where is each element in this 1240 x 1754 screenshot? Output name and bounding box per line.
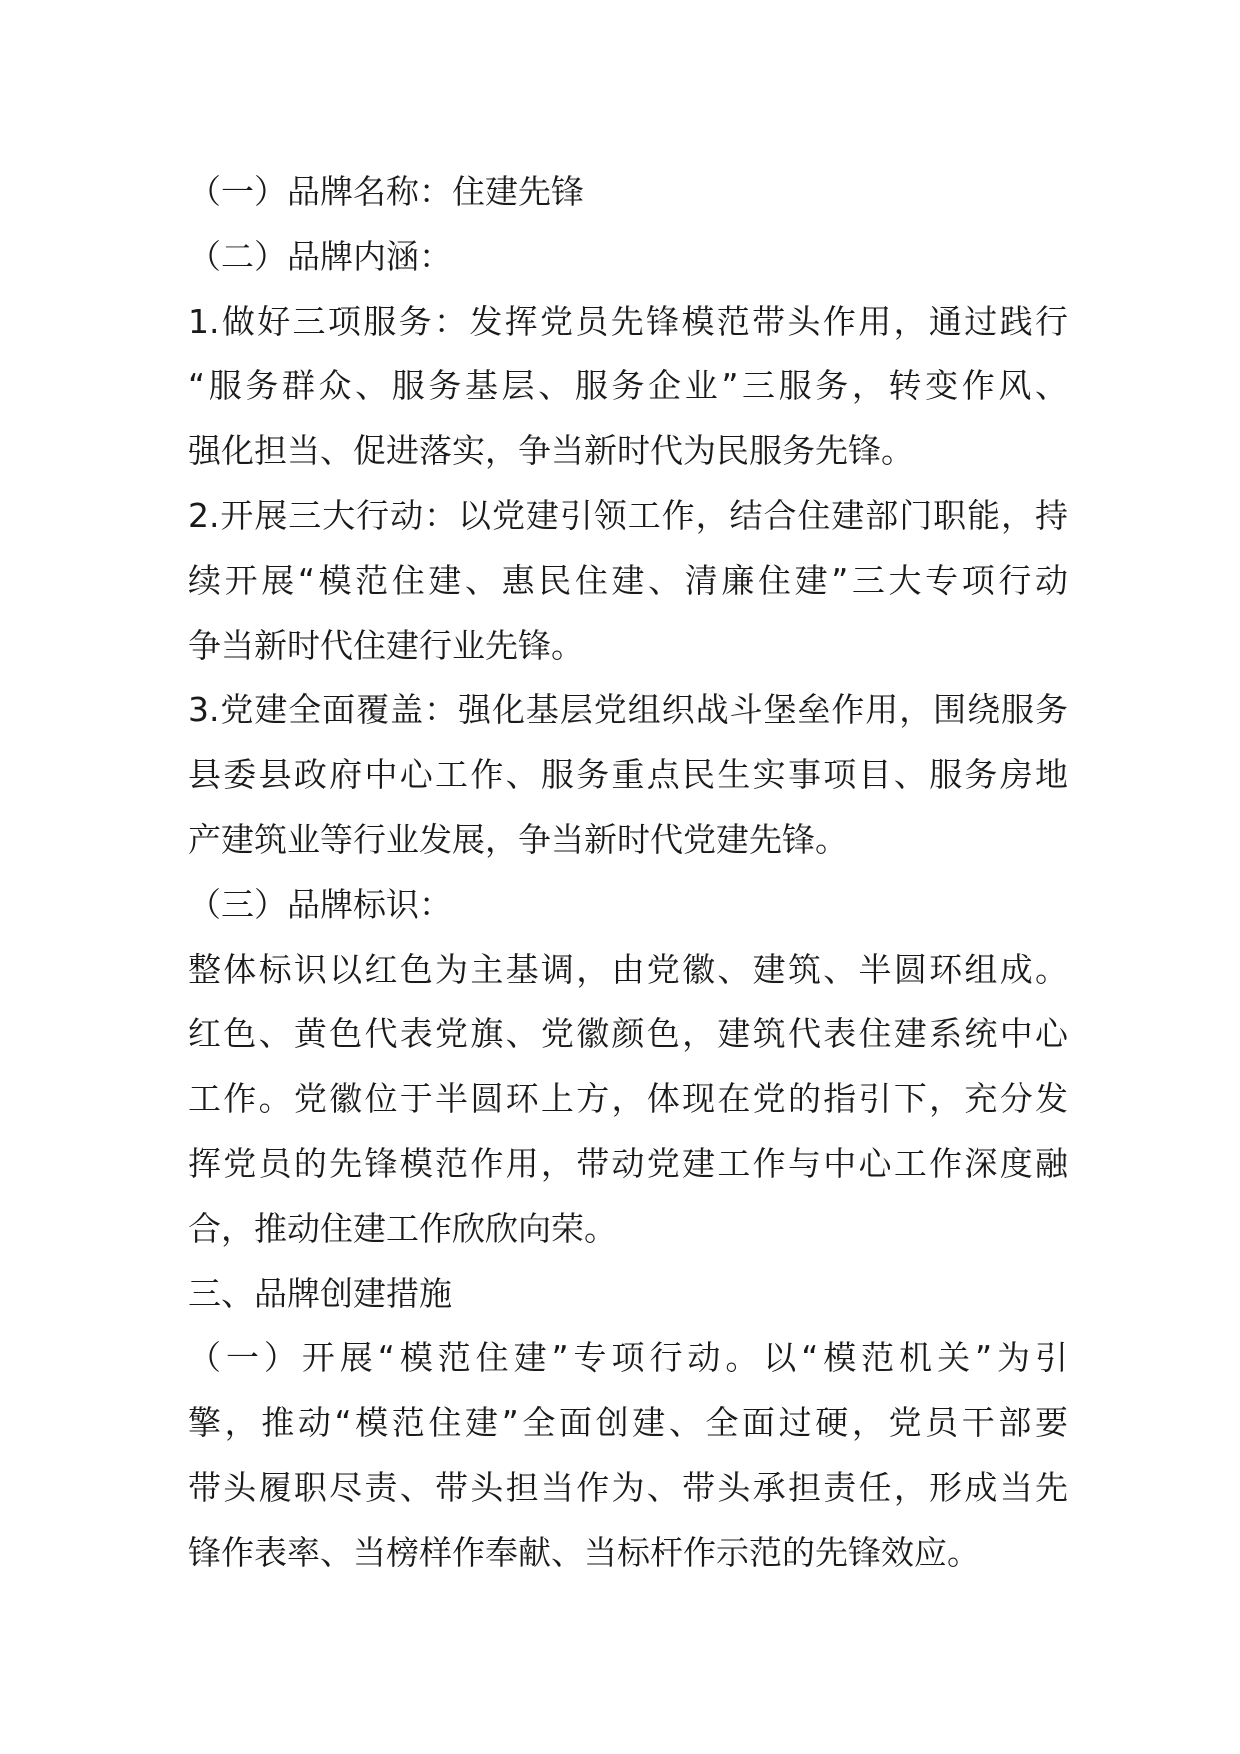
paragraph-line: 擎，推动“模范住建”全面创建、全面过硬，党员干部要 (188, 1403, 1068, 1443)
paragraph-line: 合，推动住建工作欣欣向荣。 (188, 1208, 617, 1248)
paragraph-line: 红色、黄色代表党旗、党徽颜色，建筑代表住建系统中心 (188, 1014, 1068, 1054)
paragraph-line: 1.做好三项服务：发挥党员先锋模范带头作用，通过践行 (188, 301, 1068, 341)
paragraph-line: 锋作表率、当榜样作奉献、当标杆作示范的先锋效应。 (188, 1532, 980, 1572)
section-heading: 三、品牌创建措施 (188, 1273, 452, 1313)
paragraph-line: （一）开展“模范住建”专项行动。以“模范机关”为引 (188, 1338, 1068, 1378)
paragraph-line: 争当新时代住建行业先锋。 (188, 625, 584, 665)
document-body (188, 160, 1068, 1586)
paragraph-line: 县委县政府中心工作、服务重点民生实事项目、服务房地 (188, 755, 1068, 795)
paragraph-line: 3.党建全面覆盖：强化基层党组织战斗堡垒作用，围绕服务 (188, 690, 1068, 730)
brand-name-line: （一）品牌名称：住建先锋 (188, 172, 584, 211)
brand-connotation-heading: （二）品牌内涵： (188, 236, 452, 276)
paragraph-line: 2.开展三大行动：以党建引领工作，结合住建部门职能，持 (188, 495, 1068, 535)
paragraph-line: 带头履职尽责、带头担当作为、带头承担责任，形成当先 (188, 1467, 1068, 1507)
paragraph-line: 续开展“模范住建、惠民住建、清廉住建”三大专项行动 (188, 560, 1068, 600)
paragraph-line: 整体标识以红色为主基调，由党徽、建筑、半圆环组成。 (188, 949, 1068, 989)
brand-logo-heading: （三）品牌标识： (188, 884, 452, 924)
paragraph-line: 挥党员的先锋模范作用，带动党建工作与中心工作深度融 (188, 1143, 1068, 1183)
paragraph-line: 产建筑业等行业发展，争当新时代党建先锋。 (188, 819, 848, 859)
paragraph-line: 工作。党徽位于半圆环上方，体现在党的指引下，充分发 (188, 1079, 1068, 1119)
paragraph-line: “服务群众、服务基层、服务企业”三服务，转变作风、 (188, 366, 1068, 406)
paragraph-line: 强化担当、促进落实，争当新时代为民服务先锋。 (188, 431, 914, 471)
